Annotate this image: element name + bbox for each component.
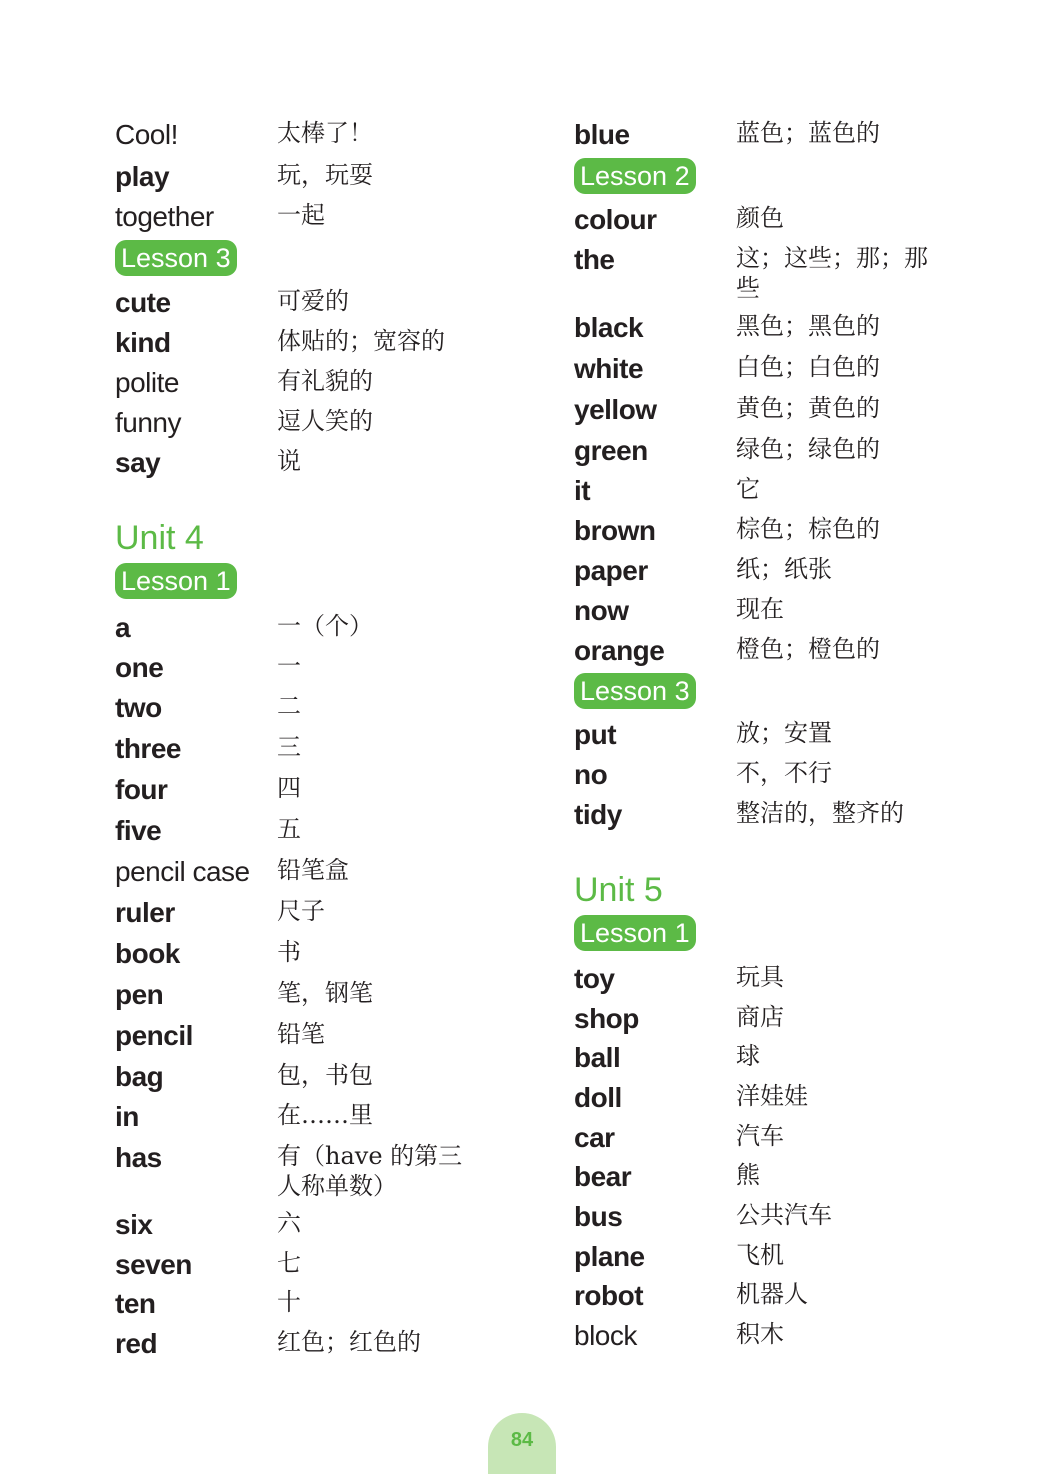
chinese-meaning: 棕色；棕色的 <box>736 515 880 543</box>
english-word: ten <box>115 1288 156 1319</box>
english-word: kind <box>115 327 171 358</box>
chinese-meaning: 体贴的；宽容的 <box>277 327 445 355</box>
chinese-meaning: 尺子 <box>277 897 325 925</box>
chinese-meaning: 铅笔 <box>277 1020 325 1048</box>
chinese-meaning: 汽车 <box>736 1122 784 1150</box>
english-word: polite <box>115 367 179 398</box>
chinese-meaning: 七 <box>277 1249 301 1277</box>
english-word: green <box>574 435 648 466</box>
english-word: toy <box>574 963 615 994</box>
english-word: now <box>574 595 629 626</box>
chinese-meaning: 纸；纸张 <box>736 555 832 583</box>
english-word: colour <box>574 204 657 235</box>
vocabulary-column-left <box>115 0 555 1474</box>
english-word: white <box>574 353 644 384</box>
lesson-label: Lesson 3 <box>574 673 696 709</box>
chinese-meaning: 有（have 的第三人称单数） <box>277 1142 463 1200</box>
chinese-meaning: 可爱的 <box>277 287 349 315</box>
english-word: one <box>115 652 164 683</box>
english-word: tidy <box>574 799 622 830</box>
chinese-meaning: 飞机 <box>736 1241 784 1269</box>
chinese-meaning: 蓝色；蓝色的 <box>736 119 880 147</box>
chinese-meaning: 洋娃娃 <box>736 1082 808 1110</box>
chinese-meaning: 积木 <box>736 1320 784 1348</box>
vocabulary-column-right <box>574 0 1014 1474</box>
english-word: block <box>574 1320 637 1351</box>
lesson-label: Lesson 3 <box>115 240 237 276</box>
english-word: pencil <box>115 1020 193 1051</box>
lesson-label: Lesson 1 <box>574 915 696 951</box>
english-word: two <box>115 692 162 723</box>
english-word: plane <box>574 1241 645 1272</box>
chinese-meaning: 十 <box>277 1288 301 1316</box>
chinese-meaning: 说 <box>277 447 301 475</box>
chinese-meaning: 绿色；绿色的 <box>736 435 880 463</box>
chinese-meaning: 机器人 <box>736 1280 808 1308</box>
chinese-meaning: 有礼貌的 <box>277 367 373 395</box>
chinese-meaning: 铅笔盒 <box>277 856 349 884</box>
chinese-meaning: 公共汽车 <box>736 1201 832 1229</box>
english-word: paper <box>574 555 648 586</box>
chinese-meaning: 六 <box>277 1209 301 1237</box>
english-word: three <box>115 733 181 764</box>
english-word: ruler <box>115 897 175 928</box>
english-word: orange <box>574 635 665 666</box>
chinese-meaning: 包，书包 <box>277 1061 373 1089</box>
chinese-meaning: 笔，钢笔 <box>277 979 373 1007</box>
english-word: shop <box>574 1003 639 1034</box>
english-word: Cool! <box>115 119 178 150</box>
lesson-label: Lesson 1 <box>115 563 237 599</box>
english-word: funny <box>115 407 181 438</box>
english-word: brown <box>574 515 656 546</box>
chinese-meaning: 橙色；橙色的 <box>736 635 880 663</box>
chinese-meaning: 商店 <box>736 1003 784 1031</box>
english-word: say <box>115 447 161 478</box>
english-word: ball <box>574 1042 621 1073</box>
english-word: black <box>574 312 644 343</box>
english-word: bag <box>115 1061 164 1092</box>
english-word: doll <box>574 1082 622 1113</box>
chinese-meaning: 红色；红色的 <box>277 1328 421 1356</box>
chinese-meaning: 五 <box>277 815 301 843</box>
chinese-meaning: 玩，玩耍 <box>277 161 373 189</box>
chinese-meaning: 黄色；黄色的 <box>736 394 880 422</box>
english-word: has <box>115 1142 162 1173</box>
chinese-meaning: 一起 <box>277 201 325 229</box>
chinese-meaning: 一（个） <box>277 612 373 640</box>
chinese-meaning: 颜色 <box>736 204 784 232</box>
english-word: the <box>574 244 615 275</box>
english-word: yellow <box>574 394 657 425</box>
chinese-meaning: 太棒了！ <box>277 119 373 147</box>
chinese-meaning: 黑色；黑色的 <box>736 312 880 340</box>
chinese-meaning: 二 <box>277 692 301 720</box>
lesson-label: Lesson 2 <box>574 158 696 194</box>
chinese-meaning: 玩具 <box>736 963 784 991</box>
english-word: seven <box>115 1249 192 1280</box>
chinese-meaning: 白色；白色的 <box>736 353 880 381</box>
english-word: a <box>115 612 131 643</box>
chinese-meaning: 一 <box>277 652 301 680</box>
chinese-meaning: 放；安置 <box>736 719 832 747</box>
chinese-meaning: 球 <box>736 1042 760 1070</box>
english-word: pen <box>115 979 164 1010</box>
english-word: book <box>115 938 180 969</box>
chinese-meaning: 不，不行 <box>736 759 832 787</box>
english-word: bear <box>574 1161 632 1192</box>
chinese-meaning: 三 <box>277 733 301 761</box>
chinese-meaning: 在……里 <box>277 1101 373 1129</box>
english-word: four <box>115 774 168 805</box>
english-word: in <box>115 1101 139 1132</box>
english-word: red <box>115 1328 158 1359</box>
english-word: no <box>574 759 608 790</box>
english-word: robot <box>574 1280 644 1311</box>
page-number: 84 <box>510 1429 534 1451</box>
english-word: blue <box>574 119 630 150</box>
chinese-meaning: 这；这些；那；那些 <box>736 244 928 302</box>
unit-title: Unit 4 <box>115 519 204 557</box>
english-word: it <box>574 475 591 506</box>
english-word: car <box>574 1122 615 1153</box>
chinese-meaning: 它 <box>736 475 760 503</box>
chinese-meaning: 逗人笑的 <box>277 407 373 435</box>
english-word: put <box>574 719 617 750</box>
chinese-meaning: 整洁的，整齐的 <box>736 799 904 827</box>
unit-title: Unit 5 <box>574 871 663 909</box>
english-word: play <box>115 161 170 192</box>
english-word: together <box>115 201 214 232</box>
english-word: five <box>115 815 162 846</box>
page-number-tab <box>488 1413 556 1474</box>
english-word: bus <box>574 1201 623 1232</box>
chinese-meaning: 四 <box>277 774 301 802</box>
chinese-meaning: 熊 <box>736 1161 760 1189</box>
english-word: six <box>115 1209 153 1240</box>
english-word: cute <box>115 287 171 318</box>
english-word: pencil case <box>115 856 250 887</box>
chinese-meaning: 现在 <box>736 595 784 623</box>
chinese-meaning: 书 <box>277 938 301 966</box>
